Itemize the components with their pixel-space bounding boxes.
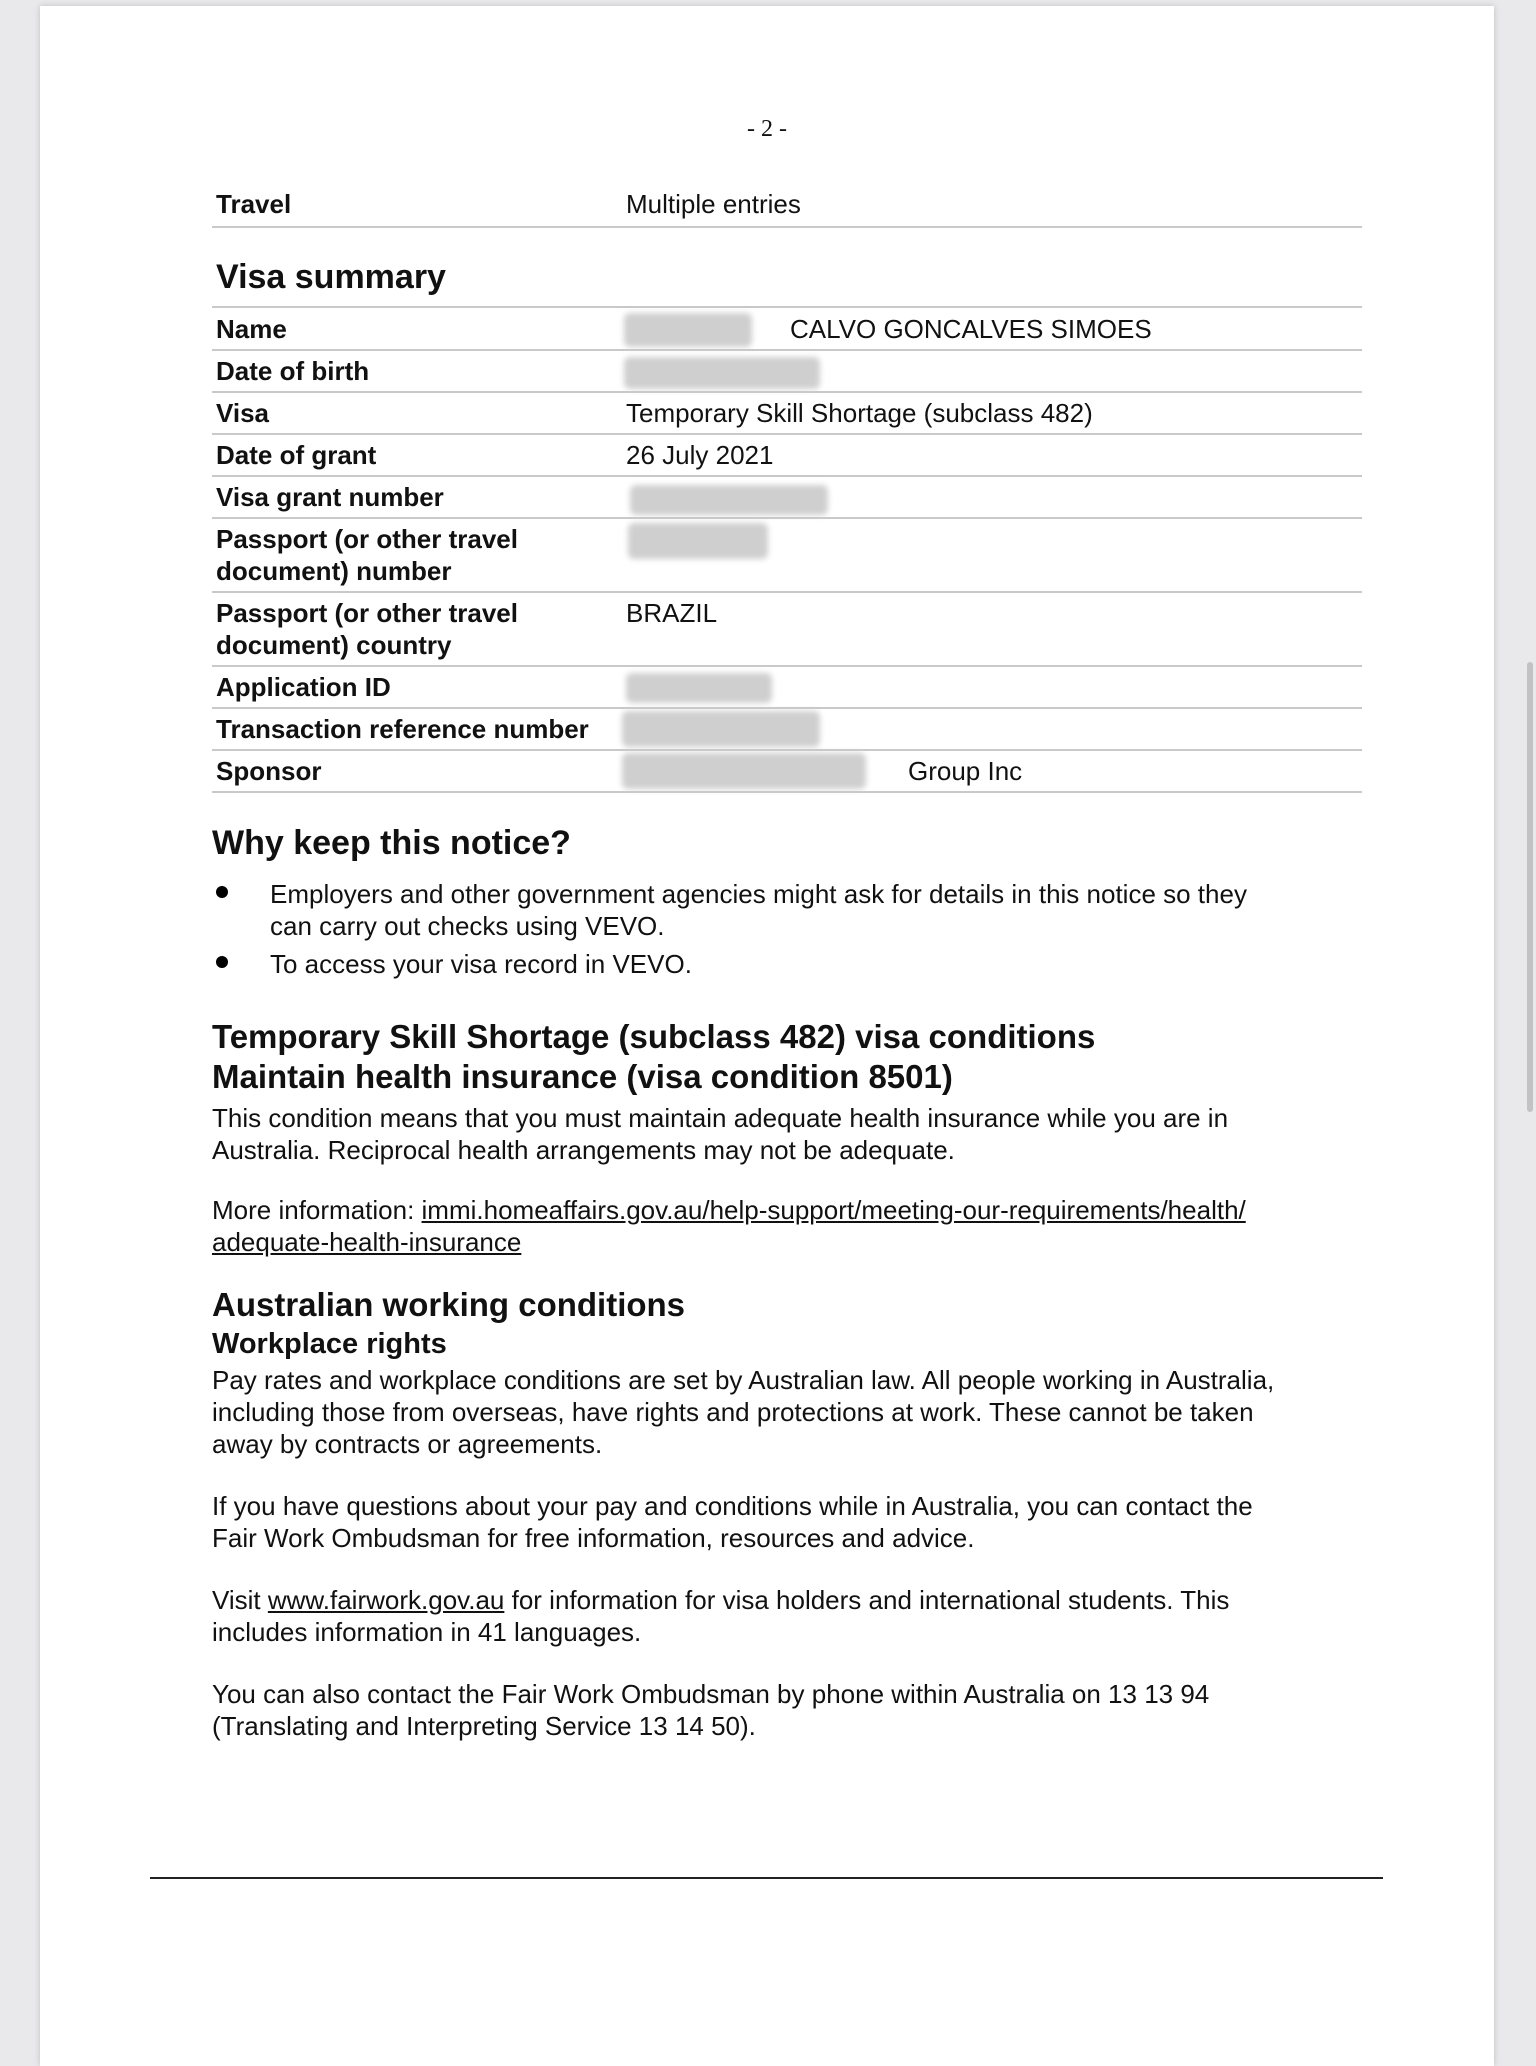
workplace-rights-heading: Workplace rights <box>212 1328 447 1360</box>
questions-para-line1: If you have questions about your pay and conditions while in Australia, you can contact the <box>212 1491 1253 1521</box>
row-application-id <box>212 667 1362 709</box>
why-keep-heading: Why keep this notice? <box>212 824 571 862</box>
condition-para-line1: This condition means that you must maintain adequate health insurance while you are in <box>212 1103 1229 1133</box>
passport-country-label-line2: document) country <box>216 630 452 660</box>
sponsor-value: Group Inc <box>908 756 1023 786</box>
footer-divider <box>150 1877 1383 1879</box>
transaction-reference-label: Transaction reference number <box>216 714 589 744</box>
passport-number-label-line2: document) number <box>216 556 452 586</box>
application-id-label: Application ID <box>216 672 391 702</box>
redacted-passport-number <box>628 523 768 559</box>
rights-para-line2: including those from overseas, have rights and protections at work. These cannot be taken <box>212 1397 1254 1427</box>
vertical-scrollbar[interactable] <box>1527 662 1533 1112</box>
sponsor-label: Sponsor <box>216 756 322 786</box>
redacted-application-id <box>626 673 772 703</box>
more-info-line1 <box>212 1194 1246 1226</box>
date-of-grant-label: Date of grant <box>216 440 377 470</box>
working-conditions-heading: Australian working conditions <box>212 1286 686 1323</box>
row-visa <box>212 393 1362 435</box>
health-insurance-link[interactable]: immi.homeaffairs.gov.au/help-support/meeting-our-requirements/health/ <box>421 1195 1246 1225</box>
bullet-1-line1: Employers and other government agencies might ask for details in this notice so they <box>270 879 1247 909</box>
row-date-of-birth <box>212 351 1362 393</box>
passport-country-value: BRAZIL <box>626 598 718 628</box>
condition-8501-heading: Maintain health insurance (visa condition 8501) <box>212 1058 953 1095</box>
more-info-label: More information: <box>212 1195 422 1225</box>
bullet-1-dot <box>216 886 228 898</box>
visit-para-line2: includes information in 41 languages. <box>212 1617 642 1647</box>
more-info-line2 <box>212 1226 521 1258</box>
name-label: Name <box>216 314 287 344</box>
visit-prefix: Visit <box>212 1585 268 1615</box>
bullet-2-dot <box>216 956 228 968</box>
visa-summary-heading: Visa summary <box>216 258 446 296</box>
visit-para-line1 <box>212 1584 1229 1616</box>
bullet-1-line2: can carry out checks using VEVO. <box>270 911 665 941</box>
name-value: CALVO GONCALVES SIMOES <box>790 314 1152 344</box>
row-transaction-reference <box>212 709 1362 751</box>
redacted-transaction-reference <box>622 711 820 747</box>
questions-para-line2: Fair Work Ombudsman for free information, resources and advice. <box>212 1523 975 1553</box>
fairwork-link[interactable]: www.fairwork.gov.au <box>267 1585 505 1615</box>
visa-value: Temporary Skill Shortage (subclass 482) <box>626 398 1093 428</box>
bullet-2-line1: To access your visa record in VEVO. <box>270 949 692 979</box>
redacted-grant-number <box>630 485 828 515</box>
travel-value: Multiple entries <box>626 189 801 219</box>
phone-para-line2: (Translating and Interpreting Service 13 14 50). <box>212 1711 756 1741</box>
row-date-of-grant <box>212 435 1362 477</box>
rights-para-line3: away by contracts or agreements. <box>212 1429 603 1459</box>
redacted-dob <box>624 357 820 389</box>
row-visa-grant-number <box>212 477 1362 519</box>
visa-label: Visa <box>216 398 270 428</box>
page-number: - 2 - <box>747 116 787 142</box>
rights-para-line1: Pay rates and workplace conditions are set by Australian law. All people working in Australia, <box>212 1365 1275 1395</box>
redacted-sponsor-name <box>622 753 866 789</box>
row-name <box>212 309 1362 351</box>
summary-top-rule <box>212 306 1362 308</box>
redacted-given-name <box>624 313 752 347</box>
phone-para-line1: You can also contact the Fair Work Ombudsman by phone within Australia on 13 13 94 <box>212 1679 1210 1709</box>
row-sponsor <box>212 751 1362 793</box>
travel-label: Travel <box>216 189 292 219</box>
row-passport-country <box>212 593 1362 667</box>
health-insurance-link-cont[interactable]: adequate-health-insurance <box>212 1227 522 1257</box>
date-of-grant-value: 26 July 2021 <box>626 440 774 470</box>
row-passport-number <box>212 519 1362 593</box>
passport-number-label-line1: Passport (or other travel <box>216 524 518 554</box>
conditions-heading: Temporary Skill Shortage (subclass 482) visa conditions <box>212 1018 1096 1055</box>
dob-label: Date of birth <box>216 356 370 386</box>
document-page <box>40 6 1494 2066</box>
visit-suffix: for information for visa holders and international students. This <box>504 1585 1230 1615</box>
condition-para-line2: Australia. Reciprocal health arrangements may not be adequate. <box>212 1135 955 1165</box>
travel-row <box>212 184 1362 228</box>
passport-country-label-line1: Passport (or other travel <box>216 598 518 628</box>
grant-number-label: Visa grant number <box>216 482 444 512</box>
